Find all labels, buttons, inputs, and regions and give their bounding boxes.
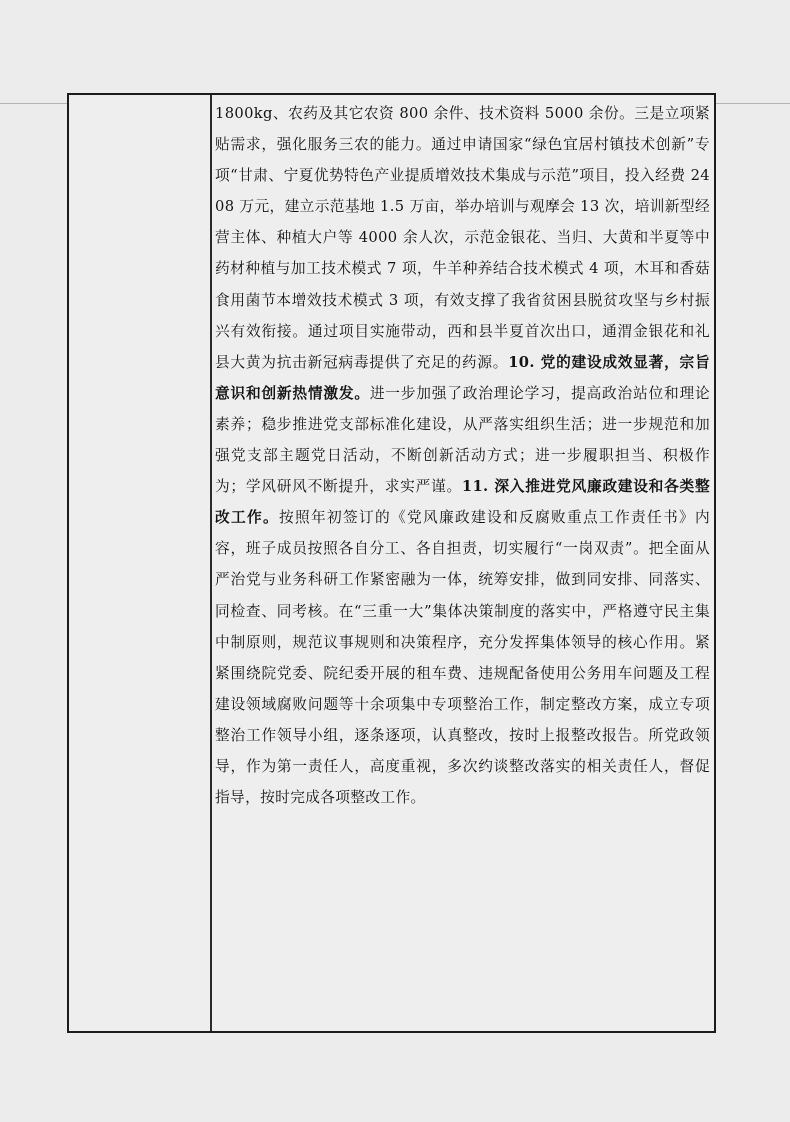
text-segment: 进一步加强了政治理论学习，提高政治站位和理论素养；稳步推进党支部标准化建设，从严落实组织生活；进一步规范和加强党支部主题党日活动，不断创新活动方式；进一步履职担当、积极作为；学风研风不断提升，求实严谨。 bbox=[215, 384, 710, 496]
table-label-cell bbox=[69, 95, 210, 1031]
text-segment: 按照年初签订的《党风廉政建设和反腐败重点工作责任书》内容，班子成员按照各自分工、各自担责，切实履行“一岗双责”。把全面从严治党与业务科研工作紧密融为一体，统筹安排，做到同安排、同落实、同检查、同考核。在“三重一大”集体决策制度的落实中，严格遵守民主集中制原则，规范议事规则和决策程序，充分发挥集体领导的核心作用。紧紧围绕院党委、院纪委开展的租车费、违规配备使用公务用车问题及工程建设领域腐败问题等十余项集中专项整治工作，制定整改方案，成立专项整治工作领导小组，逐条逐项，认真整改，按时上报整改报告。所党政领导，作为第一责任人，高度重视，多次约谈整改落实的相关责任人，督促指导，按时完成各项整改工作。 bbox=[215, 509, 710, 807]
bold-heading-11: 11. 深入推进党风廉政建设和各类整改工作。 bbox=[215, 478, 711, 527]
text-segment: 1800kg、农药及其它农资 800 余件、技术资料 5000 余份。三是立项紧贴需求，强化服务三农的能力。通过申请国家“绿色宜居村镇技术创新”专项“甘肃、宁夏优势特色产业提质增效技术集成与示范”项目，投入经费 2408 万元，建立示范基地 1.5 万亩，举办培训与观摩会 13 次，培训新型经营主体、种植大户等 4000 余人次，示范金银花、当归、大黄和半夏等中药材种植与加工技术模式 7 项，牛羊种养结合技术模式 4 项，木耳和香菇食用菌节本增效技术模式 3 项，有效支撑了我省贫困县脱贫攻坚与乡村振兴有效衔接。通过项目实施带动，西和县半夏首次出口，通渭金银花和礼县大黄为抗击新冠病毒提供了充足的药源。 bbox=[215, 105, 710, 371]
column-divider bbox=[210, 95, 212, 1031]
report-table bbox=[67, 93, 716, 1033]
table-content-cell bbox=[215, 98, 710, 813]
body-paragraph bbox=[215, 98, 710, 813]
bold-heading-10: 10. 党的建设成效显著，宗旨意识和创新热情激发。 bbox=[215, 353, 710, 402]
